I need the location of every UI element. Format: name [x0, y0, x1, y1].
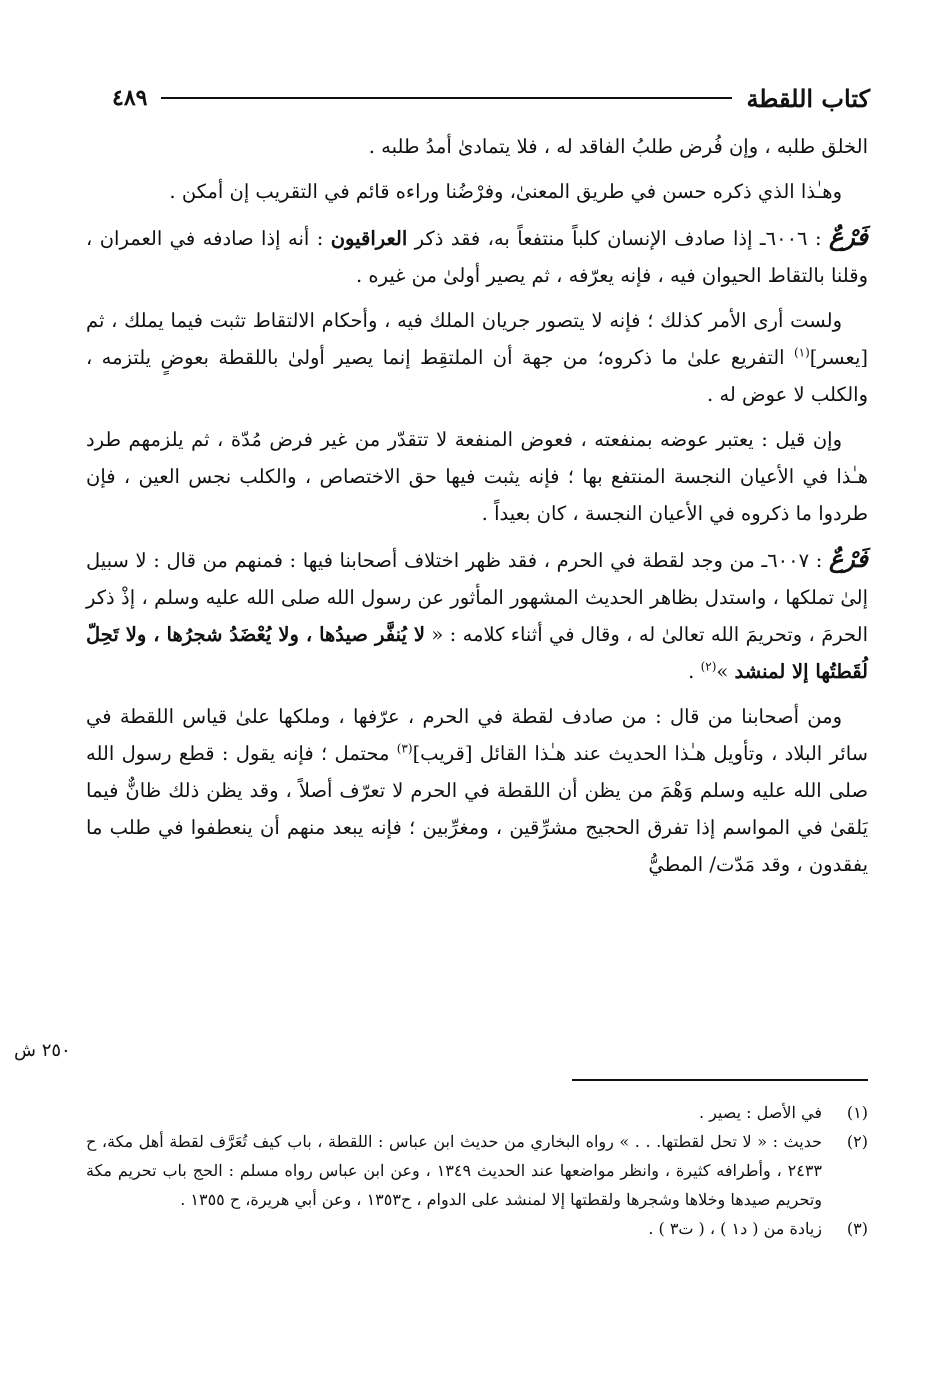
footnote-ref: (٢) — [700, 659, 717, 674]
text-run: وإن قيل : يعتبر عوضه بمنفعته ، فعوض المنفعة لا تتقدّر من غير فرض مُدّة ، ثم يلزمهم طرد هـٰذا في الأعيان النجسة المنتفع بها ؛ فإنه يثبت فيها حق الاختصاص ، والكلب نجس العين ، فإن طردوا ما ذكروه في الأعيان النجسة ، كان بعيداً . — [86, 428, 868, 525]
footnote — [86, 1098, 868, 1127]
footnote-number: (١) — [846, 1103, 868, 1122]
text-run: » — [716, 660, 735, 683]
text-run: : ٦٠٠٧ـ من وجد لقطة في الحرم ، فقد ظهر اختلاف أصحابنا فيها : فمنهم من قال : لا سبيل إلىٰ تملكها ، واستدل بظاهر الحديث المشهور المأثور عن رسول الله صلى الله عليه وسلم ، إذْ ذكر الحرمَ ، وتحريمَ الله تعالىٰ له ، وقال في أثناء كلامه : « — [86, 549, 868, 646]
page-number: ٤٨٩ — [112, 85, 148, 111]
running-header — [112, 78, 870, 118]
footnote-text: زيادة من ( د١ ) ، ( ت٣ ) . — [648, 1219, 822, 1238]
text-run: وهـٰذا الذي ذكره حسن في طريق المعنىٰ، وفرْضُنا وراءه قائم في التقريب إن أمكن . — [169, 180, 842, 203]
paragraph — [86, 128, 868, 165]
footnote-number: (٢) — [846, 1132, 868, 1151]
footnote-separator — [572, 1079, 868, 1081]
far-heading: فَرْعٌ — [828, 222, 869, 251]
bold-text: العراقيون — [330, 227, 408, 250]
footnote-text: حديث : « لا تحل لقطتها. . . » رواه البخاري من حديث ابن عباس : اللقطة ، باب كيف تُعَرَّف لقطة أهل مكة، ح ٢٤٣٣ ، وأطرافه كثيرة ، وانظر مواضعها عند الحديث ١٣٤٩ ، وعن ابن عباس رواه مسلم : الحج باب تحريم مكة وتحريم صيدها وخلاها وشجرها ولقطتها إلا لمنشد على الدوام ، ح١٣٥٣ ، وعن أبي هريرة، ح ١٣٥٥ . — [86, 1132, 823, 1209]
footnote-text: في الأصل : يصير . — [698, 1103, 822, 1122]
footnotes — [86, 1098, 868, 1243]
header-rule — [161, 97, 732, 99]
manuscript-folio-marker: ٢٥٠ ش — [14, 1040, 71, 1061]
text-run: : أنه إذا صادفه في العمران ، وقلنا بالتقاط الحيوان فيه ، فإنه يعرّفه ، ثم يصير أولىٰ من غيره . — [86, 227, 868, 287]
paragraph — [86, 540, 868, 690]
footnote-ref: (٣) — [396, 741, 413, 756]
text-run: ولست أرى الأمر كذلك ؛ فإنه لا يتصور جريان الملك فيه ، وأحكام الالتقاط تثبت فيما يملك ، ثم [يعسر] — [86, 309, 868, 369]
text-run: ومن أصحابنا من قال : من صادف لقطة في الحرم ، عرّفها ، وملكها علىٰ قياس اللقطة في سائر البلاد ، وتأويل هـٰذا الحديث عند هـٰذا القائل [قريب] — [86, 705, 868, 765]
text-run: الخلق طلبه ، وإن فُرض طلبُ الفاقد له ، فلا يتمادىٰ أمدُ طلبه . — [368, 135, 868, 158]
paragraph — [86, 302, 868, 413]
text-run: : ٦٠٠٦ـ إذا صادف الإنسان كلباً منتفعاً به، فقد ذكر — [407, 227, 829, 250]
text-run: . — [688, 660, 701, 683]
main-text — [86, 128, 868, 891]
footnote — [86, 1127, 868, 1214]
chapter-title: كتاب اللقطة — [746, 83, 870, 113]
paragraph — [86, 218, 868, 294]
far-heading: فَرْعٌ — [828, 544, 869, 573]
footnote — [86, 1214, 868, 1243]
bold-text: لا يُنفَّر صيدُها ، ولا يُعْضَدُ شجرُها ، ولا تَحِلّ لُقَطتُها إلا لمنشد — [86, 623, 868, 683]
footnote-number: (٣) — [846, 1219, 868, 1238]
text-run: التفريع علىٰ ما ذكروه؛ من جهة أن الملتقِط إنما يصير أولىٰ باللقطة بعوضٍ يلتزمه ، والكلب لا عوض له . — [86, 346, 868, 406]
paragraph — [86, 173, 868, 210]
paragraph — [86, 421, 868, 532]
text-run: محتمل ؛ فإنه يقول : قطع رسول الله صلى الله عليه وسلم وَهْمَ من يظن أن اللقطة في الحرم لا تعرّف أصلاً ، وقد يظن ذلك ظانٌّ فيما يَلقىٰ في المواسم إذا تفرق الحجيج مشرِّقين ، ومغرِّبين ؛ فإنه يبعد منهم أن ينعطفوا في طلب ما يفقدون ، وقد مَدّت/ المطيُّ — [86, 742, 868, 876]
footnote-ref: (١) — [793, 345, 810, 360]
paragraph — [86, 698, 868, 883]
